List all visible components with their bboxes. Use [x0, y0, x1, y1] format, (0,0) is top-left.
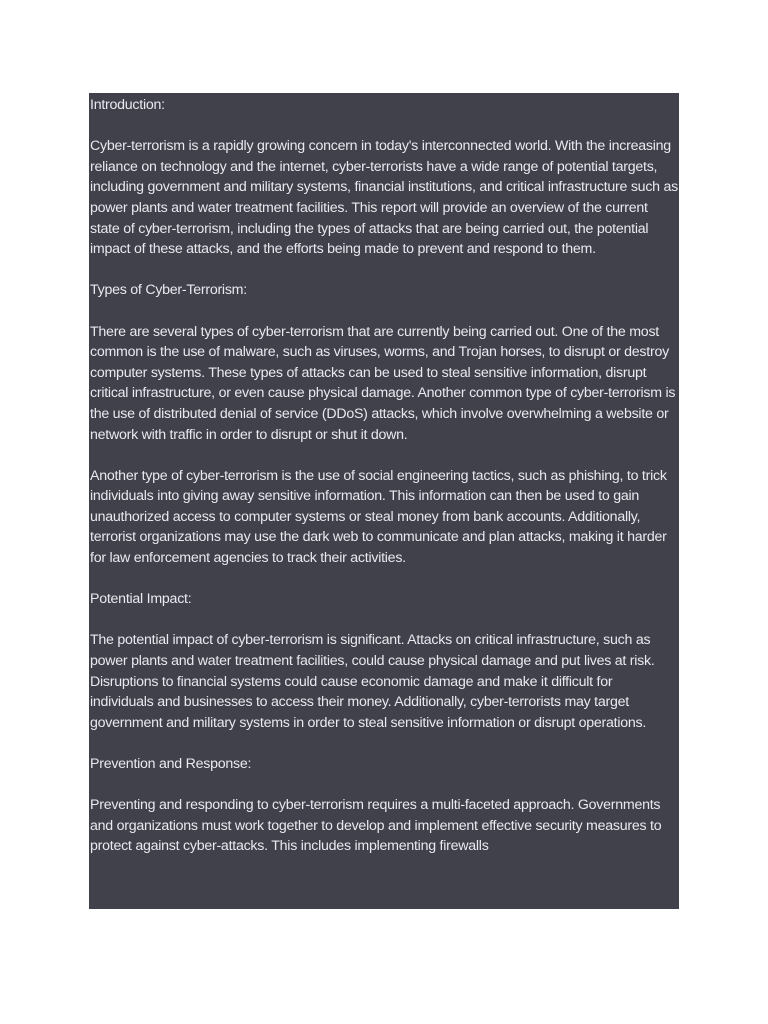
paragraph-introduction: Cyber-terrorism is a rapidly growing concern in today's interconnected world. With the increasing reliance on technology and the internet, cyber-terrorists have a wide range of potential targets, including government and military systems, financial institutions, and critical infrastructure such as power plants and water treatment facilities. This report will provide an overview of the current state of cyber-terrorism, including the types of attacks that are being carried out, the potential impact of these attacks, and the efforts being made to prevent and respond to them. — [90, 138, 678, 258]
document-text-block — [89, 93, 679, 909]
heading-potential-impact: Potential Impact: — [90, 591, 192, 608]
paragraph-types-1: There are several types of cyber-terrorism that are currently being carried out. One of the most common is the use of malware, such as viruses, worms, and Trojan horses, to disrupt or destroy computer systems. These types of attacks can be used to steal sensitive information, disrupt critical infrastructure, or even cause physical damage. Another common type of cyber-terrorism is the use of distributed denial of service (DDoS) attacks, which involve overwhelming a website or network with traffic in order to disrupt or shut it down. — [90, 323, 676, 443]
heading-introduction: Introduction: — [90, 97, 165, 113]
heading-types: Types of Cyber-Terrorism: — [90, 282, 247, 299]
paragraph-types-2: Another type of cyber-terrorism is the use of social engineering tactics, such as phishing, to trick individuals into giving away sensitive information. This information can then be used to gain unauthorized access to computer systems or steal money from bank accounts. Additionally, terrorist organizations may use the dark web to communicate and plan attacks, making it harder for law enforcement agencies to track their activities. — [90, 467, 667, 567]
heading-prevention-response: Prevention and Response: — [90, 756, 252, 772]
paragraph-potential-impact: The potential impact of cyber-terrorism is significant. Attacks on critical infrastructure, such as power plants and water treatment facilities, could cause physical damage and put lives at risk. Disruptions to financial systems could cause economic damage and make it difficult for individuals and businesses to access their money. Additionally, cyber-terrorists may target government and military systems in order to steal sensitive information or disrupt operations. — [90, 632, 655, 731]
paragraph-prevention-response: Preventing and responding to cyber-terrorism requires a multi-faceted approach. Governments and organizations must work together to develop and implement effective security measures to protect against cyber-attacks. This includes implementing firewalls — [90, 797, 662, 855]
